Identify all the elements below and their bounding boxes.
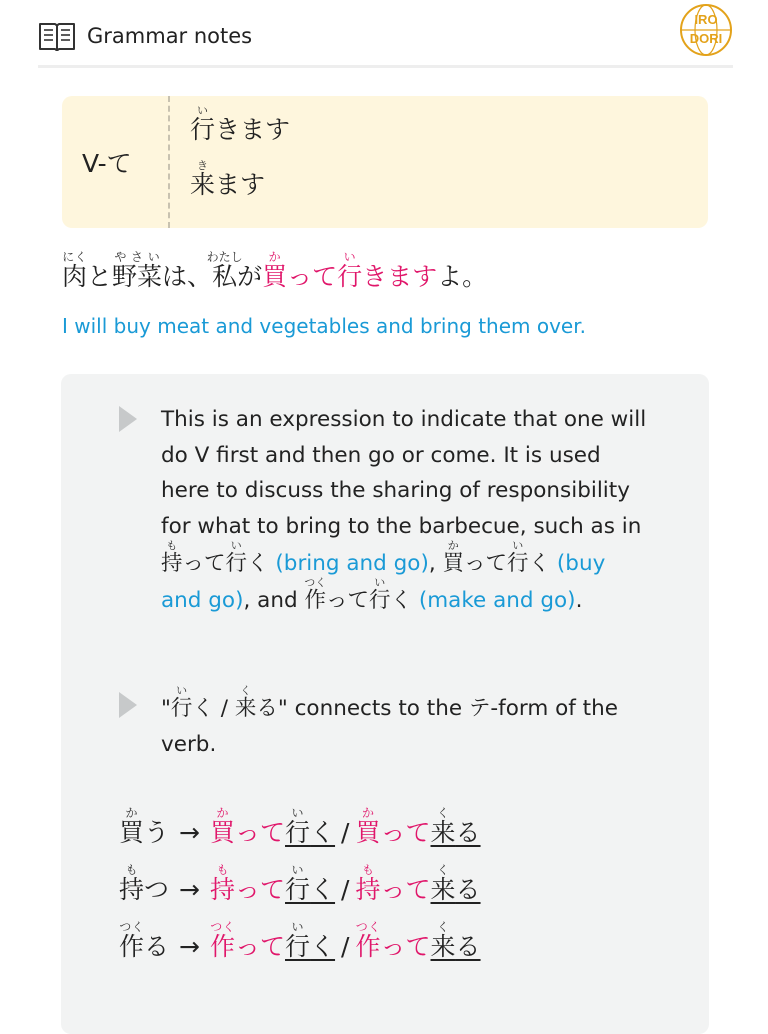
header-divider <box>38 65 733 68</box>
conjugation-row-kau: 買かう → 買かって行いく / 買かって来くる <box>119 806 481 847</box>
example-highlight: 買かって行いきます <box>262 250 438 291</box>
irodori-logo <box>678 2 734 58</box>
pattern-line-kuru: 来きます <box>190 159 266 199</box>
logo-text-top: IRO <box>694 12 718 27</box>
book-icon <box>38 20 76 52</box>
note-paragraph-1: This is an expression to indicate that one will do V first and then go or come. It is used here to discuss the sharing of responsibility for what to bring to the barbecue, such as in 持もって行いく (bring and go), 買かって行いく (buy and go), and 作つくって行いく (make and go). <box>161 407 647 613</box>
header <box>0 0 768 70</box>
conjugation-row-tsukuru: 作つくる → 作つくって行いく / 作つくって来くる <box>119 920 481 961</box>
bullet-triangle-icon <box>119 406 137 432</box>
example-sentence: 肉にくと野菜やさいは、私わたしが買かって行いきますよ。 <box>62 250 488 291</box>
page-title: Grammar notes <box>87 24 253 48</box>
note-paragraph-2: "行いく / 来くる" connects to the テ-form of the verb. <box>161 684 618 757</box>
pattern-label: V-て <box>82 149 132 178</box>
example-translation: I will buy meat and vegetables and bring them over. <box>62 314 586 338</box>
explanation-panel <box>61 374 709 1034</box>
pattern-divider <box>168 96 170 228</box>
pattern-line-iku: 行いきます <box>190 104 291 144</box>
bullet-triangle-icon <box>119 692 137 718</box>
conjugation-row-motsu: 持もつ → 持もって行いく / 持もって来くる <box>119 863 481 904</box>
logo-text-bottom: DORI <box>689 31 723 46</box>
grammar-pattern-box <box>62 96 708 228</box>
